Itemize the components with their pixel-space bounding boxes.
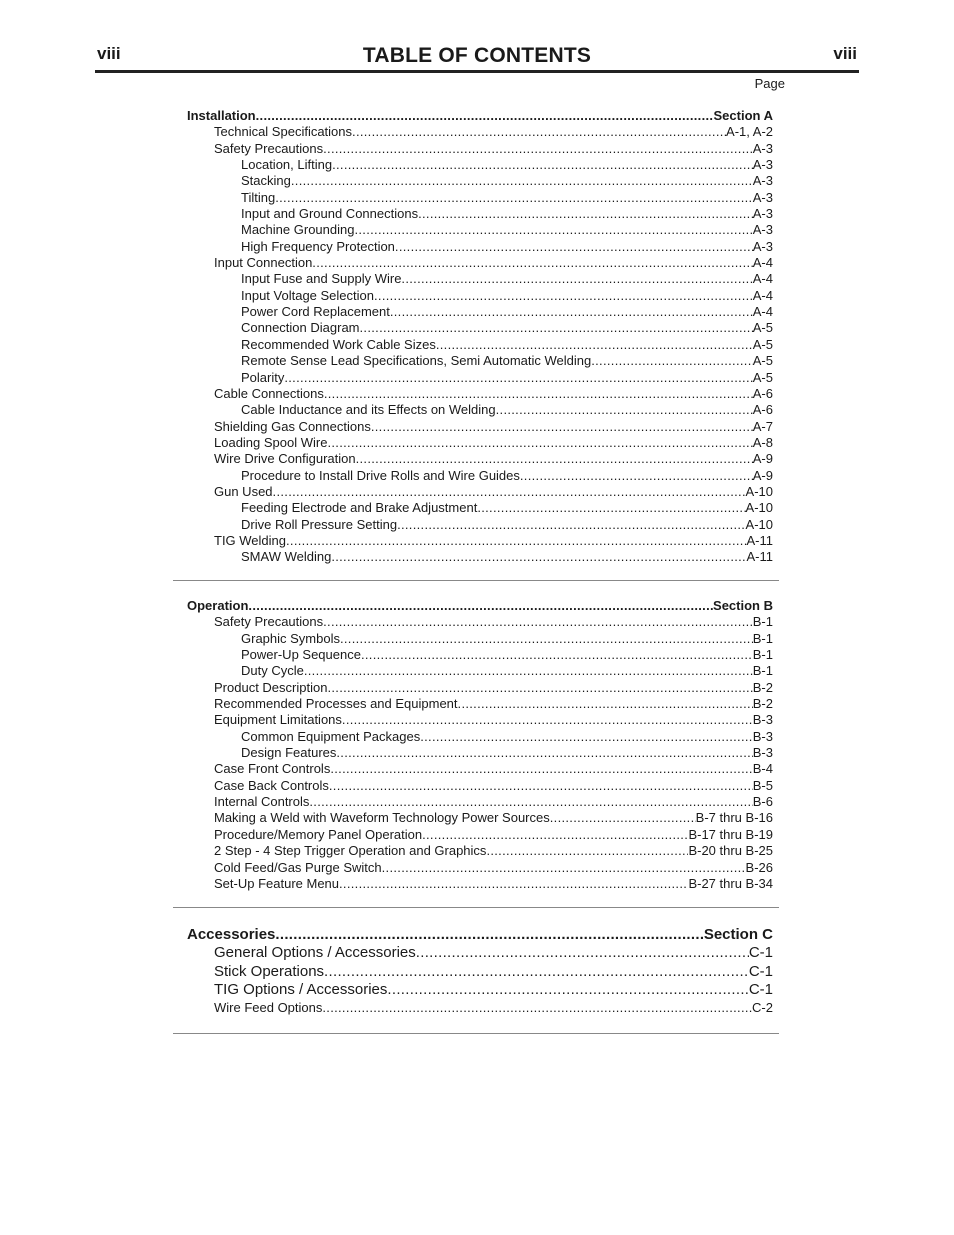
toc-entry-page: C-1 xyxy=(748,980,773,998)
toc-entry-label: Technical Specifications xyxy=(214,124,353,140)
toc-entry-page: B-17 thru B-19 xyxy=(688,826,773,842)
toc-entry-page: B-4 xyxy=(752,761,773,777)
toc-entry[interactable] xyxy=(187,827,773,843)
toc-entry-label: General Options / Accessories xyxy=(214,944,416,962)
toc-entry[interactable] xyxy=(187,500,773,516)
toc-entry-page: A-3 xyxy=(752,222,773,238)
toc-entry[interactable] xyxy=(187,680,773,696)
toc-entry[interactable] xyxy=(187,843,773,859)
toc-entry-label: SMAW Welding xyxy=(241,549,332,565)
toc-entry[interactable] xyxy=(187,517,773,533)
toc-entry-label: Operation xyxy=(187,598,249,613)
toc-entry[interactable] xyxy=(187,999,773,1017)
toc-section-operation xyxy=(187,598,773,892)
toc-entry[interactable] xyxy=(187,271,773,287)
toc-entry-label: Wire Feed Options xyxy=(214,1000,323,1016)
toc-entry-page: A-3 xyxy=(752,173,773,189)
toc-entry-page: A-4 xyxy=(752,271,773,287)
toc-entry[interactable] xyxy=(187,353,773,369)
toc-entry-label: Tilting xyxy=(241,189,276,205)
toc-section-accessories xyxy=(187,926,773,1017)
toc-entry-label: Making a Weld with Waveform Technology Power Sources xyxy=(214,810,550,826)
toc-entry-label: Procedure to Install Drive Rolls and Wire Guides xyxy=(241,467,520,483)
toc-entry-label: Product Description xyxy=(214,679,328,695)
toc-entry-label: Case Front Controls xyxy=(214,761,331,777)
toc-entry-label: Recommended Work Cable Sizes xyxy=(241,336,436,352)
toc-entry-page: A-10 xyxy=(745,500,773,516)
toc-entry-page: Section A xyxy=(713,108,773,123)
toc-entry-label: Input Connection xyxy=(214,255,313,271)
toc-entry[interactable] xyxy=(187,712,773,728)
toc-entry-label: Loading Spool Wire xyxy=(214,434,328,450)
toc-entry[interactable] xyxy=(187,190,773,206)
toc-entry[interactable] xyxy=(187,876,773,892)
toc-entry-page: B-26 xyxy=(745,859,773,875)
section-divider xyxy=(173,907,779,908)
toc-entry-page: A-1, A-2 xyxy=(726,124,773,140)
toc-entry-label: Design Features xyxy=(241,745,337,761)
toc-entry-page: C-1 xyxy=(748,962,773,980)
toc-entry-page: A-4 xyxy=(752,255,773,271)
toc-entry-page: A-3 xyxy=(752,157,773,173)
toc-entry-label: Stacking xyxy=(241,173,291,189)
page-title: TABLE OF CONTENTS xyxy=(362,44,592,67)
toc-entry-page: B-1 xyxy=(752,647,773,663)
toc-entry-page: C-2 xyxy=(752,1000,773,1016)
toc-section-heading[interactable] xyxy=(187,108,773,124)
toc-entry-page: A-11 xyxy=(746,532,773,548)
toc-entry[interactable] xyxy=(187,778,773,794)
toc-entry-label: Equipment Limitations xyxy=(214,712,342,728)
toc-entry[interactable] xyxy=(187,386,773,402)
page-column-label: Page xyxy=(754,76,785,91)
toc-entry-label: Accessories xyxy=(187,926,276,943)
toc-entry-label: Safety Precautions xyxy=(214,614,324,630)
toc-entry-page: A-5 xyxy=(752,369,773,385)
toc-entry[interactable] xyxy=(187,124,773,140)
toc-entry-label: 2 Step - 4 Step Trigger Operation and Graphics xyxy=(214,843,487,859)
toc-entry[interactable] xyxy=(187,729,773,745)
toc-entry-label: Location, Lifting xyxy=(241,157,333,173)
toc-entry[interactable] xyxy=(187,222,773,238)
toc-entry-page: A-4 xyxy=(752,304,773,320)
toc-entry-label: Recommended Processes and Equipment xyxy=(214,696,458,712)
toc-entry-page: B-5 xyxy=(752,777,773,793)
toc-entry[interactable] xyxy=(187,981,773,999)
toc-entry-label: Shielding Gas Connections xyxy=(214,418,371,434)
toc-entry-page: A-5 xyxy=(752,320,773,336)
toc-entry-page: A-6 xyxy=(752,402,773,418)
toc-entry[interactable] xyxy=(187,614,773,630)
toc-entry[interactable] xyxy=(187,337,773,353)
toc-entry-page: A-7 xyxy=(752,418,773,434)
toc-entry-page: A-10 xyxy=(745,483,773,499)
toc-entry[interactable] xyxy=(187,663,773,679)
toc-entry-label: Duty Cycle xyxy=(241,663,304,679)
toc-section-heading[interactable] xyxy=(187,926,773,944)
toc-entry[interactable] xyxy=(187,860,773,876)
toc-entry[interactable] xyxy=(187,288,773,304)
toc-entry-label: Power Cord Replacement xyxy=(241,304,390,320)
toc-entry[interactable] xyxy=(187,370,773,386)
toc-entry-label: Wire Drive Configuration xyxy=(214,451,356,467)
toc-entry-label: High Frequency Protection xyxy=(241,238,395,254)
toc-entry[interactable] xyxy=(187,206,773,222)
toc-entry[interactable] xyxy=(187,141,773,157)
toc-entry[interactable] xyxy=(187,963,773,981)
toc-entry[interactable] xyxy=(187,173,773,189)
section-divider xyxy=(173,1033,779,1034)
toc-entry-label: Drive Roll Pressure Setting xyxy=(241,516,398,532)
toc-entry-page: A-5 xyxy=(752,353,773,369)
toc-entry-label: Procedure/Memory Panel Operation xyxy=(214,826,423,842)
toc-entry-page: Section B xyxy=(713,598,773,613)
page-number-left: viii xyxy=(97,44,121,63)
toc-entry-page: B-27 thru B-34 xyxy=(688,875,773,891)
toc-entry[interactable] xyxy=(187,696,773,712)
toc-entry[interactable] xyxy=(187,944,773,962)
toc-entry-label: Cold Feed/Gas Purge Switch xyxy=(214,859,382,875)
toc-entry-page: C-1 xyxy=(748,944,773,962)
toc-entry-label: Input Fuse and Supply Wire xyxy=(241,271,402,287)
toc-entry-label: Remote Sense Lead Specifications, Semi Automatic Welding xyxy=(241,353,592,369)
toc-entry-label: Feeding Electrode and Brake Adjustment xyxy=(241,500,478,516)
toc-entry[interactable] xyxy=(187,745,773,761)
toc-entry-label: Common Equipment Packages xyxy=(241,728,421,744)
toc-entry-page: A-5 xyxy=(752,336,773,352)
toc-entry-label: Internal Controls xyxy=(214,794,310,810)
toc-entry-label: Stick Operations xyxy=(214,962,325,980)
toc-entry-page: B-2 xyxy=(752,696,773,712)
toc-entry[interactable] xyxy=(187,402,773,418)
toc-entry-label: Cable Inductance and its Effects on Welding xyxy=(241,402,496,418)
toc-entry-label: Power-Up Sequence xyxy=(241,647,361,663)
toc-entry-page: A-3 xyxy=(752,189,773,205)
toc-entry-label: TIG Options / Accessories xyxy=(214,980,388,998)
toc-entry[interactable] xyxy=(187,549,773,565)
toc-entry[interactable] xyxy=(187,761,773,777)
toc-entry-label: TIG Welding xyxy=(214,532,287,548)
toc-entry-label: Cable Connections xyxy=(214,385,324,401)
toc-entry-label: Set-Up Feature Menu xyxy=(214,875,340,891)
toc-entry-page: B-3 xyxy=(752,712,773,728)
toc-entry[interactable] xyxy=(187,647,773,663)
toc-entry-label: Connection Diagram xyxy=(241,320,360,336)
toc-entry-page: B-1 xyxy=(752,614,773,630)
toc-entry[interactable] xyxy=(187,533,773,549)
toc-entry[interactable] xyxy=(187,157,773,173)
section-divider xyxy=(173,580,779,581)
toc-entry[interactable] xyxy=(187,320,773,336)
toc-entry[interactable] xyxy=(187,435,773,451)
toc-entry-label: Safety Precautions xyxy=(214,140,324,156)
toc-entry-label: Installation xyxy=(187,108,256,123)
toc-entry[interactable] xyxy=(187,304,773,320)
toc-entry-page: Section C xyxy=(703,926,773,943)
toc-entry-page: A-4 xyxy=(752,287,773,303)
toc-entry[interactable] xyxy=(187,451,773,467)
title-rule xyxy=(95,70,859,73)
toc-entry-page: B-2 xyxy=(752,679,773,695)
toc-entry-label: Gun Used xyxy=(214,483,273,499)
toc-entry-page: A-6 xyxy=(752,385,773,401)
toc-entry-label: Case Back Controls xyxy=(214,777,329,793)
toc-entry[interactable] xyxy=(187,419,773,435)
toc-entry[interactable] xyxy=(187,239,773,255)
toc-entry[interactable] xyxy=(187,255,773,271)
toc-entry[interactable] xyxy=(187,810,773,826)
toc-section-installation xyxy=(187,108,773,566)
toc-entry-page: A-3 xyxy=(752,140,773,156)
toc-entry[interactable] xyxy=(187,631,773,647)
toc-entry-page: B-7 thru B-16 xyxy=(695,810,773,826)
toc-entry-page: A-11 xyxy=(746,549,773,565)
toc-entry-label: Polarity xyxy=(241,369,285,385)
toc-entry-label: Graphic Symbols xyxy=(241,630,340,646)
toc-entry-page: A-3 xyxy=(752,238,773,254)
toc-entry[interactable] xyxy=(187,484,773,500)
toc-entry-page: B-3 xyxy=(752,728,773,744)
toc-section-heading[interactable] xyxy=(187,598,773,614)
toc-entry-page: B-20 thru B-25 xyxy=(688,843,773,859)
toc-entry-page: B-1 xyxy=(752,663,773,679)
toc-entry-page: B-1 xyxy=(752,630,773,646)
toc-entry[interactable] xyxy=(187,468,773,484)
toc-entry-label: Input Voltage Selection xyxy=(241,287,374,303)
toc-entry-label: Input and Ground Connections xyxy=(241,206,419,222)
toc-entry-page: B-3 xyxy=(752,745,773,761)
toc-entry-label: Machine Grounding xyxy=(241,222,355,238)
toc-entry-page: A-9 xyxy=(752,451,773,467)
toc-entry-page: A-8 xyxy=(752,434,773,450)
toc-entry-page: A-3 xyxy=(752,206,773,222)
toc-entry-page: A-10 xyxy=(745,516,773,532)
page-number-right: viii xyxy=(833,44,857,63)
toc-entry-page: A-9 xyxy=(752,467,773,483)
toc-entry[interactable] xyxy=(187,794,773,810)
toc-entry-page: B-6 xyxy=(752,794,773,810)
